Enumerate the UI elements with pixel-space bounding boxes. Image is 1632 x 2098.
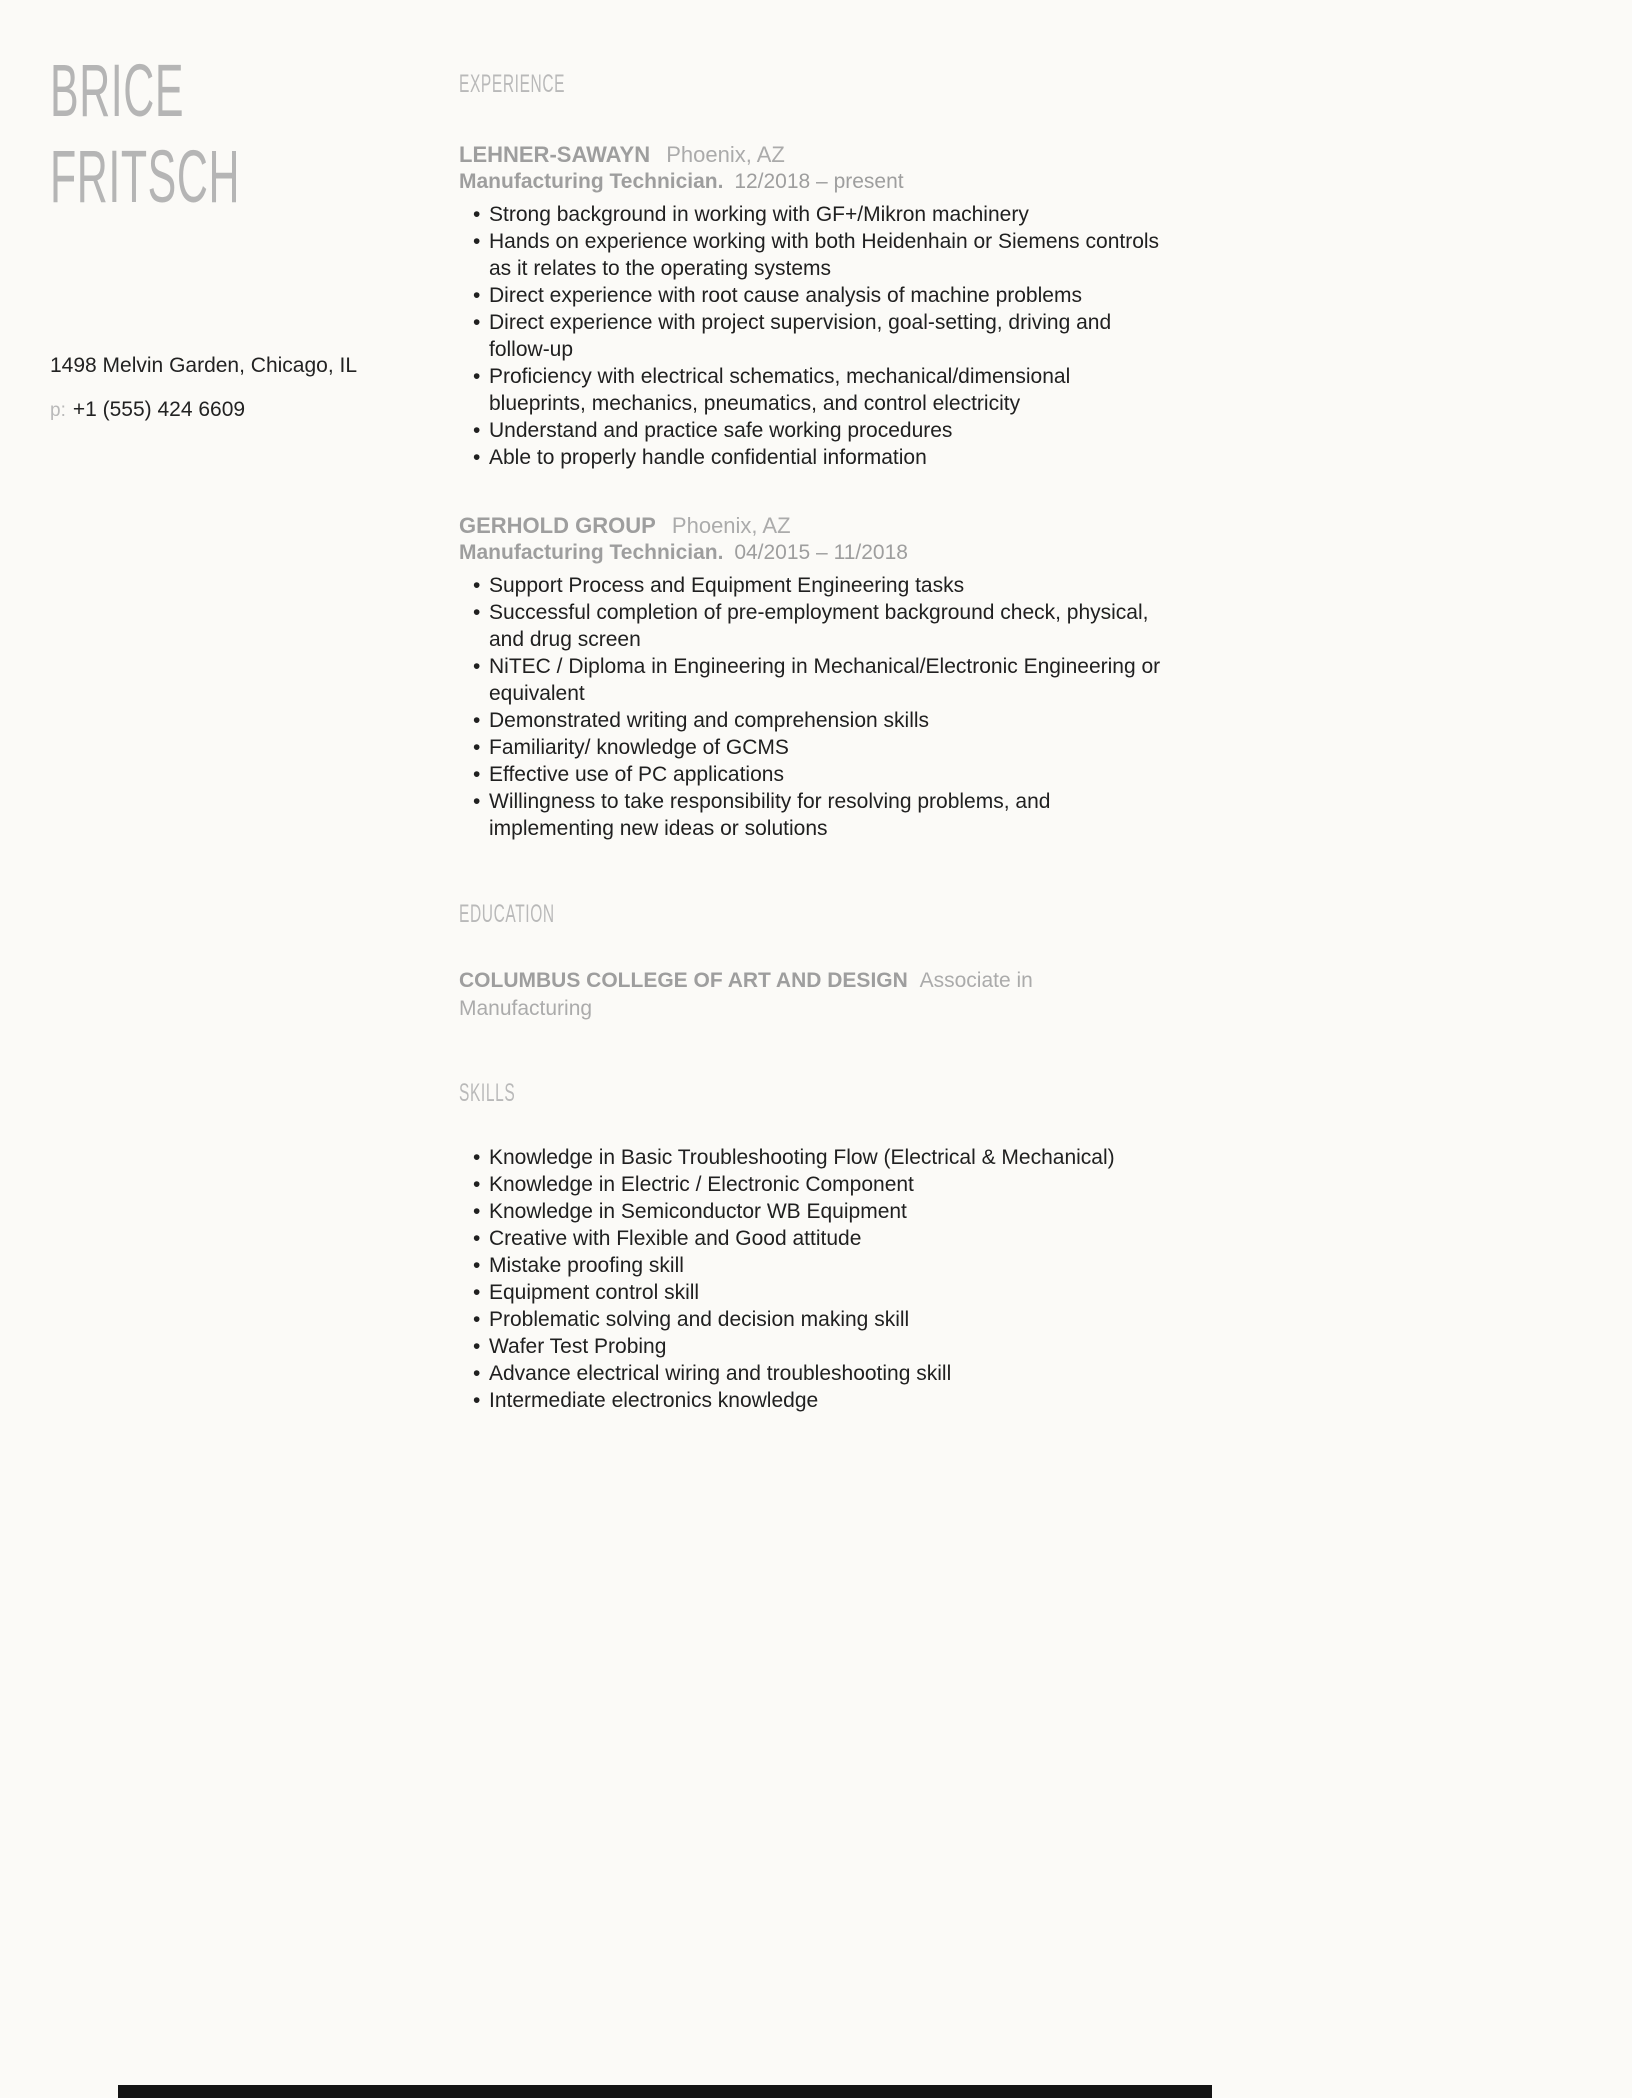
skill-item: • Problematic solving and decision making skill [459, 1306, 1171, 1333]
skill-item: • Knowledge in Basic Troubleshooting Flow (Electrical & Mechanical) [459, 1144, 1171, 1171]
phone-line [50, 396, 440, 424]
skill-item: • Advance electrical wiring and troubleshooting skill [459, 1360, 1171, 1387]
school-name: COLUMBUS COLLEGE OF ART AND DESIGN [459, 969, 908, 992]
main-column [459, 72, 1171, 1414]
section-title-experience: EXPERIENCE [459, 70, 566, 98]
job-location: Phoenix, AZ [666, 142, 785, 167]
skill-item: • Wafer Test Probing [459, 1333, 1171, 1360]
experience-entry [459, 513, 1171, 842]
address: 1498 Melvin Garden, Chicago, IL [50, 354, 358, 377]
bullet-item: • Able to properly handle confidential information [459, 444, 1171, 471]
job-role: Manufacturing Technician. [459, 541, 724, 564]
job-role: Manufacturing Technician. [459, 170, 724, 193]
job-dates: 12/2018 – present [734, 170, 904, 193]
skill-item: • Knowledge in Electric / Electronic Component [459, 1171, 1171, 1198]
bullet-item: • Familiarity/ knowledge of GCMS [459, 734, 1171, 761]
bullet-item: • Willingness to take responsibility for resolving problems, and implementing new ideas or solutions [459, 788, 1171, 842]
bullet-item: • Demonstrated writing and comprehension skills [459, 707, 1171, 734]
skill-item: • Mistake proofing skill [459, 1252, 1171, 1279]
skill-item: • Intermediate electronics knowledge [459, 1387, 1171, 1414]
bullet-item: • Direct experience with project supervision, goal-setting, driving and follow-up [459, 309, 1171, 363]
job-subheader [459, 539, 1171, 566]
section-title-education: EDUCATION [459, 900, 555, 928]
bullet-item: • Support Process and Equipment Engineering tasks [459, 572, 1171, 599]
contact-block [50, 352, 440, 424]
bullet-item: • Proficiency with electrical schematics, mechanical/dimensional blueprints, mechanics, pneumatics, and control electricity [459, 363, 1171, 417]
experience-bullet-list [459, 572, 1171, 842]
bullet-item: • Strong background in working with GF+/Mikron machinery [459, 201, 1171, 228]
skills-list [459, 1144, 1171, 1414]
bullet-item: • Successful completion of pre-employment background check, physical, and drug screen [459, 599, 1171, 653]
job-header [459, 513, 1171, 539]
phone-label: p: [50, 400, 66, 421]
job-dates: 04/2015 – 11/2018 [734, 541, 908, 564]
phone-number: +1 (555) 424 6609 [72, 398, 246, 421]
degree: Associate in Manufacturing [459, 969, 1033, 1020]
last-name: FRITSCH [50, 135, 241, 218]
company-name: LEHNER-SAWAYN [459, 142, 651, 167]
experience-entry [459, 142, 1171, 471]
job-subheader [459, 168, 1171, 195]
first-name: BRICE [50, 49, 185, 132]
bullet-item: • Understand and practice safe working procedures [459, 417, 1171, 444]
experience-bullet-list [459, 201, 1171, 471]
skill-item: • Knowledge in Semiconductor WB Equipment [459, 1198, 1171, 1225]
job-header [459, 142, 1171, 168]
education-entry [459, 967, 1171, 1023]
bullet-item: • Direct experience with root cause analysis of machine problems [459, 282, 1171, 309]
skill-item: • Equipment control skill [459, 1279, 1171, 1306]
left-column [50, 48, 440, 424]
job-location: Phoenix, AZ [671, 513, 791, 538]
section-title-skills: SKILLS [459, 1079, 516, 1107]
bullet-item: • NiTEC / Diploma in Engineering in Mechanical/Electronic Engineering or equivalent [459, 653, 1171, 707]
bullet-item: • Hands on experience working with both Heidenhain or Siemens controls as it relates to the operating systems [459, 228, 1171, 282]
company-name: GERHOLD GROUP [459, 513, 656, 538]
bullet-item: • Effective use of PC applications [459, 761, 1171, 788]
skill-item: • Creative with Flexible and Good attitude [459, 1225, 1171, 1252]
footer-bar [118, 2085, 1212, 2098]
